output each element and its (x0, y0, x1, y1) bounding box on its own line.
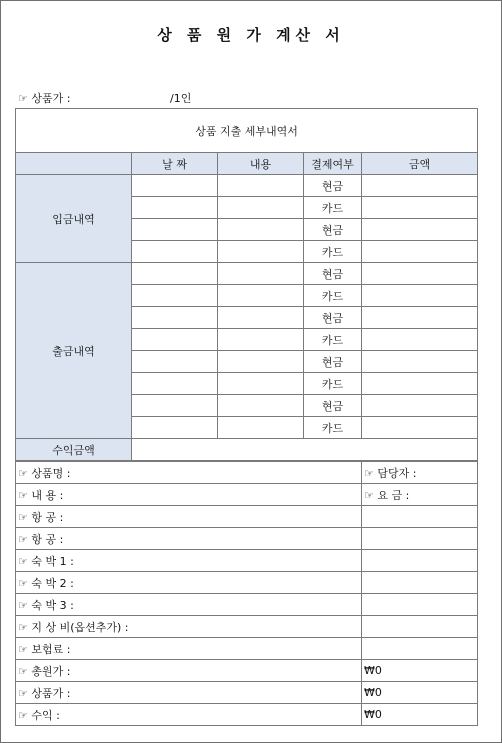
payment-cell: 카드 (304, 373, 362, 395)
payment-cell: 카드 (304, 417, 362, 439)
date-cell[interactable] (132, 241, 218, 263)
content-cell[interactable] (218, 395, 304, 417)
product-info-table (15, 461, 478, 726)
value-cell[interactable] (362, 616, 478, 638)
content-cell[interactable] (218, 329, 304, 351)
payment-cell: 현금 (304, 219, 362, 241)
profit-value: ₩0 (362, 704, 478, 726)
date-cell[interactable] (132, 219, 218, 241)
header-blank-cell (16, 153, 132, 175)
flight-field-1[interactable]: ☞ 항 공 : (16, 506, 362, 528)
date-cell[interactable] (132, 417, 218, 439)
payment-cell: 카드 (304, 285, 362, 307)
date-cell[interactable] (132, 285, 218, 307)
per-person-label: /1인 (170, 92, 192, 105)
date-cell[interactable] (132, 373, 218, 395)
content-cell[interactable] (218, 285, 304, 307)
amount-cell[interactable] (362, 285, 478, 307)
value-cell[interactable] (362, 506, 478, 528)
amount-cell[interactable] (362, 175, 478, 197)
content-cell[interactable] (218, 351, 304, 373)
payment-cell: 카드 (304, 241, 362, 263)
content-cell[interactable] (218, 307, 304, 329)
value-cell[interactable] (362, 528, 478, 550)
header-amount: 금액 (362, 153, 478, 175)
expense-detail-table (15, 108, 478, 461)
amount-cell[interactable] (362, 263, 478, 285)
income-section-label: 입금내역 (16, 175, 132, 263)
date-cell[interactable] (132, 351, 218, 373)
profit-amount-cell[interactable] (132, 439, 478, 461)
header-payment: 결제여부 (304, 153, 362, 175)
ground-cost-field[interactable]: ☞ 지 상 비(옵션추가) : (16, 616, 362, 638)
fee-field[interactable]: ☞ 요 금 : (362, 484, 478, 506)
payment-cell: 현금 (304, 395, 362, 417)
total-cost-label: ☞ 총원가 : (16, 660, 362, 682)
payment-cell: 카드 (304, 329, 362, 351)
payment-cell: 현금 (304, 263, 362, 285)
flight-field-2[interactable]: ☞ 항 공 : (16, 528, 362, 550)
amount-cell[interactable] (362, 197, 478, 219)
profit-amount-label: 수익금액 (16, 439, 132, 461)
amount-cell[interactable] (362, 395, 478, 417)
price-label: ☞ 상품가 : (18, 92, 71, 105)
value-cell[interactable] (362, 594, 478, 616)
date-cell[interactable] (132, 329, 218, 351)
total-cost-value: ₩0 (362, 660, 478, 682)
payment-cell: 현금 (304, 175, 362, 197)
document-title: 상 품 원 가 계산 서 (157, 26, 345, 44)
lodging-field-3[interactable]: ☞ 숙 박 3 : (16, 594, 362, 616)
content-cell[interactable] (218, 219, 304, 241)
content-cell[interactable] (218, 241, 304, 263)
profit-label: ☞ 수익 : (16, 704, 362, 726)
amount-cell[interactable] (362, 351, 478, 373)
insurance-field[interactable]: ☞ 보험료 : (16, 638, 362, 660)
lodging-field-1[interactable]: ☞ 숙 박 1 : (16, 550, 362, 572)
amount-cell[interactable] (362, 329, 478, 351)
amount-cell[interactable] (362, 373, 478, 395)
content-cell[interactable] (218, 175, 304, 197)
header-date: 날 짜 (132, 153, 218, 175)
content-cell[interactable] (218, 373, 304, 395)
value-cell[interactable] (362, 550, 478, 572)
product-price-value: ₩0 (362, 682, 478, 704)
amount-cell[interactable] (362, 417, 478, 439)
amount-cell[interactable] (362, 307, 478, 329)
amount-cell[interactable] (362, 241, 478, 263)
product-name-field[interactable]: ☞ 상품명 : (16, 462, 362, 484)
content-cell[interactable] (218, 197, 304, 219)
product-price-label: ☞ 상품가 : (16, 682, 362, 704)
payment-cell: 카드 (304, 197, 362, 219)
lodging-field-2[interactable]: ☞ 숙 박 2 : (16, 572, 362, 594)
value-cell[interactable] (362, 572, 478, 594)
date-cell[interactable] (132, 307, 218, 329)
manager-field[interactable]: ☞ 담당자 : (362, 462, 478, 484)
payment-cell: 현금 (304, 351, 362, 373)
expense-section-label: 출금내역 (16, 263, 132, 439)
content-cell[interactable] (218, 417, 304, 439)
date-cell[interactable] (132, 263, 218, 285)
content-cell[interactable] (218, 263, 304, 285)
date-cell[interactable] (132, 175, 218, 197)
content-field[interactable]: ☞ 내 용 : (16, 484, 362, 506)
amount-cell[interactable] (362, 219, 478, 241)
payment-cell: 현금 (304, 307, 362, 329)
table-caption: 상품 지출 세부내역서 (16, 109, 478, 153)
value-cell[interactable] (362, 638, 478, 660)
header-content: 내용 (218, 153, 304, 175)
date-cell[interactable] (132, 395, 218, 417)
date-cell[interactable] (132, 197, 218, 219)
